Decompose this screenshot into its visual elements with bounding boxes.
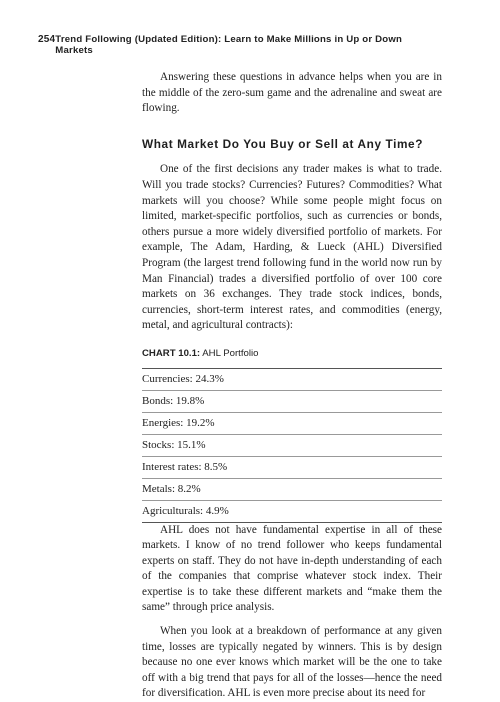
paragraph: AHL does not have fundamental expertise in all of these markets. I know of no trend follower who keeps fundamental experts on staff. They do not have in-depth understanding of each of the companies that comprise whatever stock index. Their expertise is to take these different markets and “make them the same” through price analysis. <box>142 523 442 614</box>
list-item: Currencies: 24.3% <box>142 369 442 391</box>
portfolio-list <box>142 369 442 523</box>
chart-caption <box>142 346 442 369</box>
body-text <box>142 70 442 702</box>
paragraph: When you look at a breakdown of performance at any given time, losses are typically negated by winners. This is by design because no one ever knows which market will be the one to take off with a big trend that pays for all of the losses—hence the need for diversification. AHL is even more precise about its need for <box>142 625 442 700</box>
list-item: Stocks: 15.1% <box>142 435 442 457</box>
list-item: Energies: 19.2% <box>142 413 442 435</box>
list-item: Agriculturals: 4.9% <box>142 501 442 523</box>
paragraph: Answering these questions in advance helps when you are in the middle of the zero-sum game and the adrenaline and sweat are flowing. <box>142 71 442 115</box>
running-title: Trend Following (Updated Edition): Learn to Make Millions in Up or Down Markets <box>55 34 403 56</box>
list-item: Metals: 8.2% <box>142 479 442 501</box>
section-heading: What Market Do You Buy or Sell at Any Time? <box>142 136 424 151</box>
chart-number: CHART 10.1: <box>142 347 201 359</box>
list-item: Interest rates: 8.5% <box>142 457 442 479</box>
chart-title: AHL Portfolio <box>202 347 259 359</box>
paragraph: One of the first decisions any trader makes is what to trade. Will you trade stocks? Currencies? Futures? Commodities? What markets will you choose? While some people might focus on limited, market-specific portfolios, such as currencies or bonds, others pursue a more widely diversified portfolio of markets. For example, The Adam, Harding, & Lueck (AHL) Diversified Program (the largest trend following fund in the world now run by Man Financial) trades a diversified portfolio of over 100 core markets on 36 exchanges. They trade stock indices, bonds, currencies, short-term interest rates, and commodities (energy, metal, and agricultural contracts): <box>142 163 442 332</box>
page-number: 254 <box>38 34 56 45</box>
list-item: Bonds: 19.8% <box>142 391 442 413</box>
running-header <box>38 34 440 56</box>
